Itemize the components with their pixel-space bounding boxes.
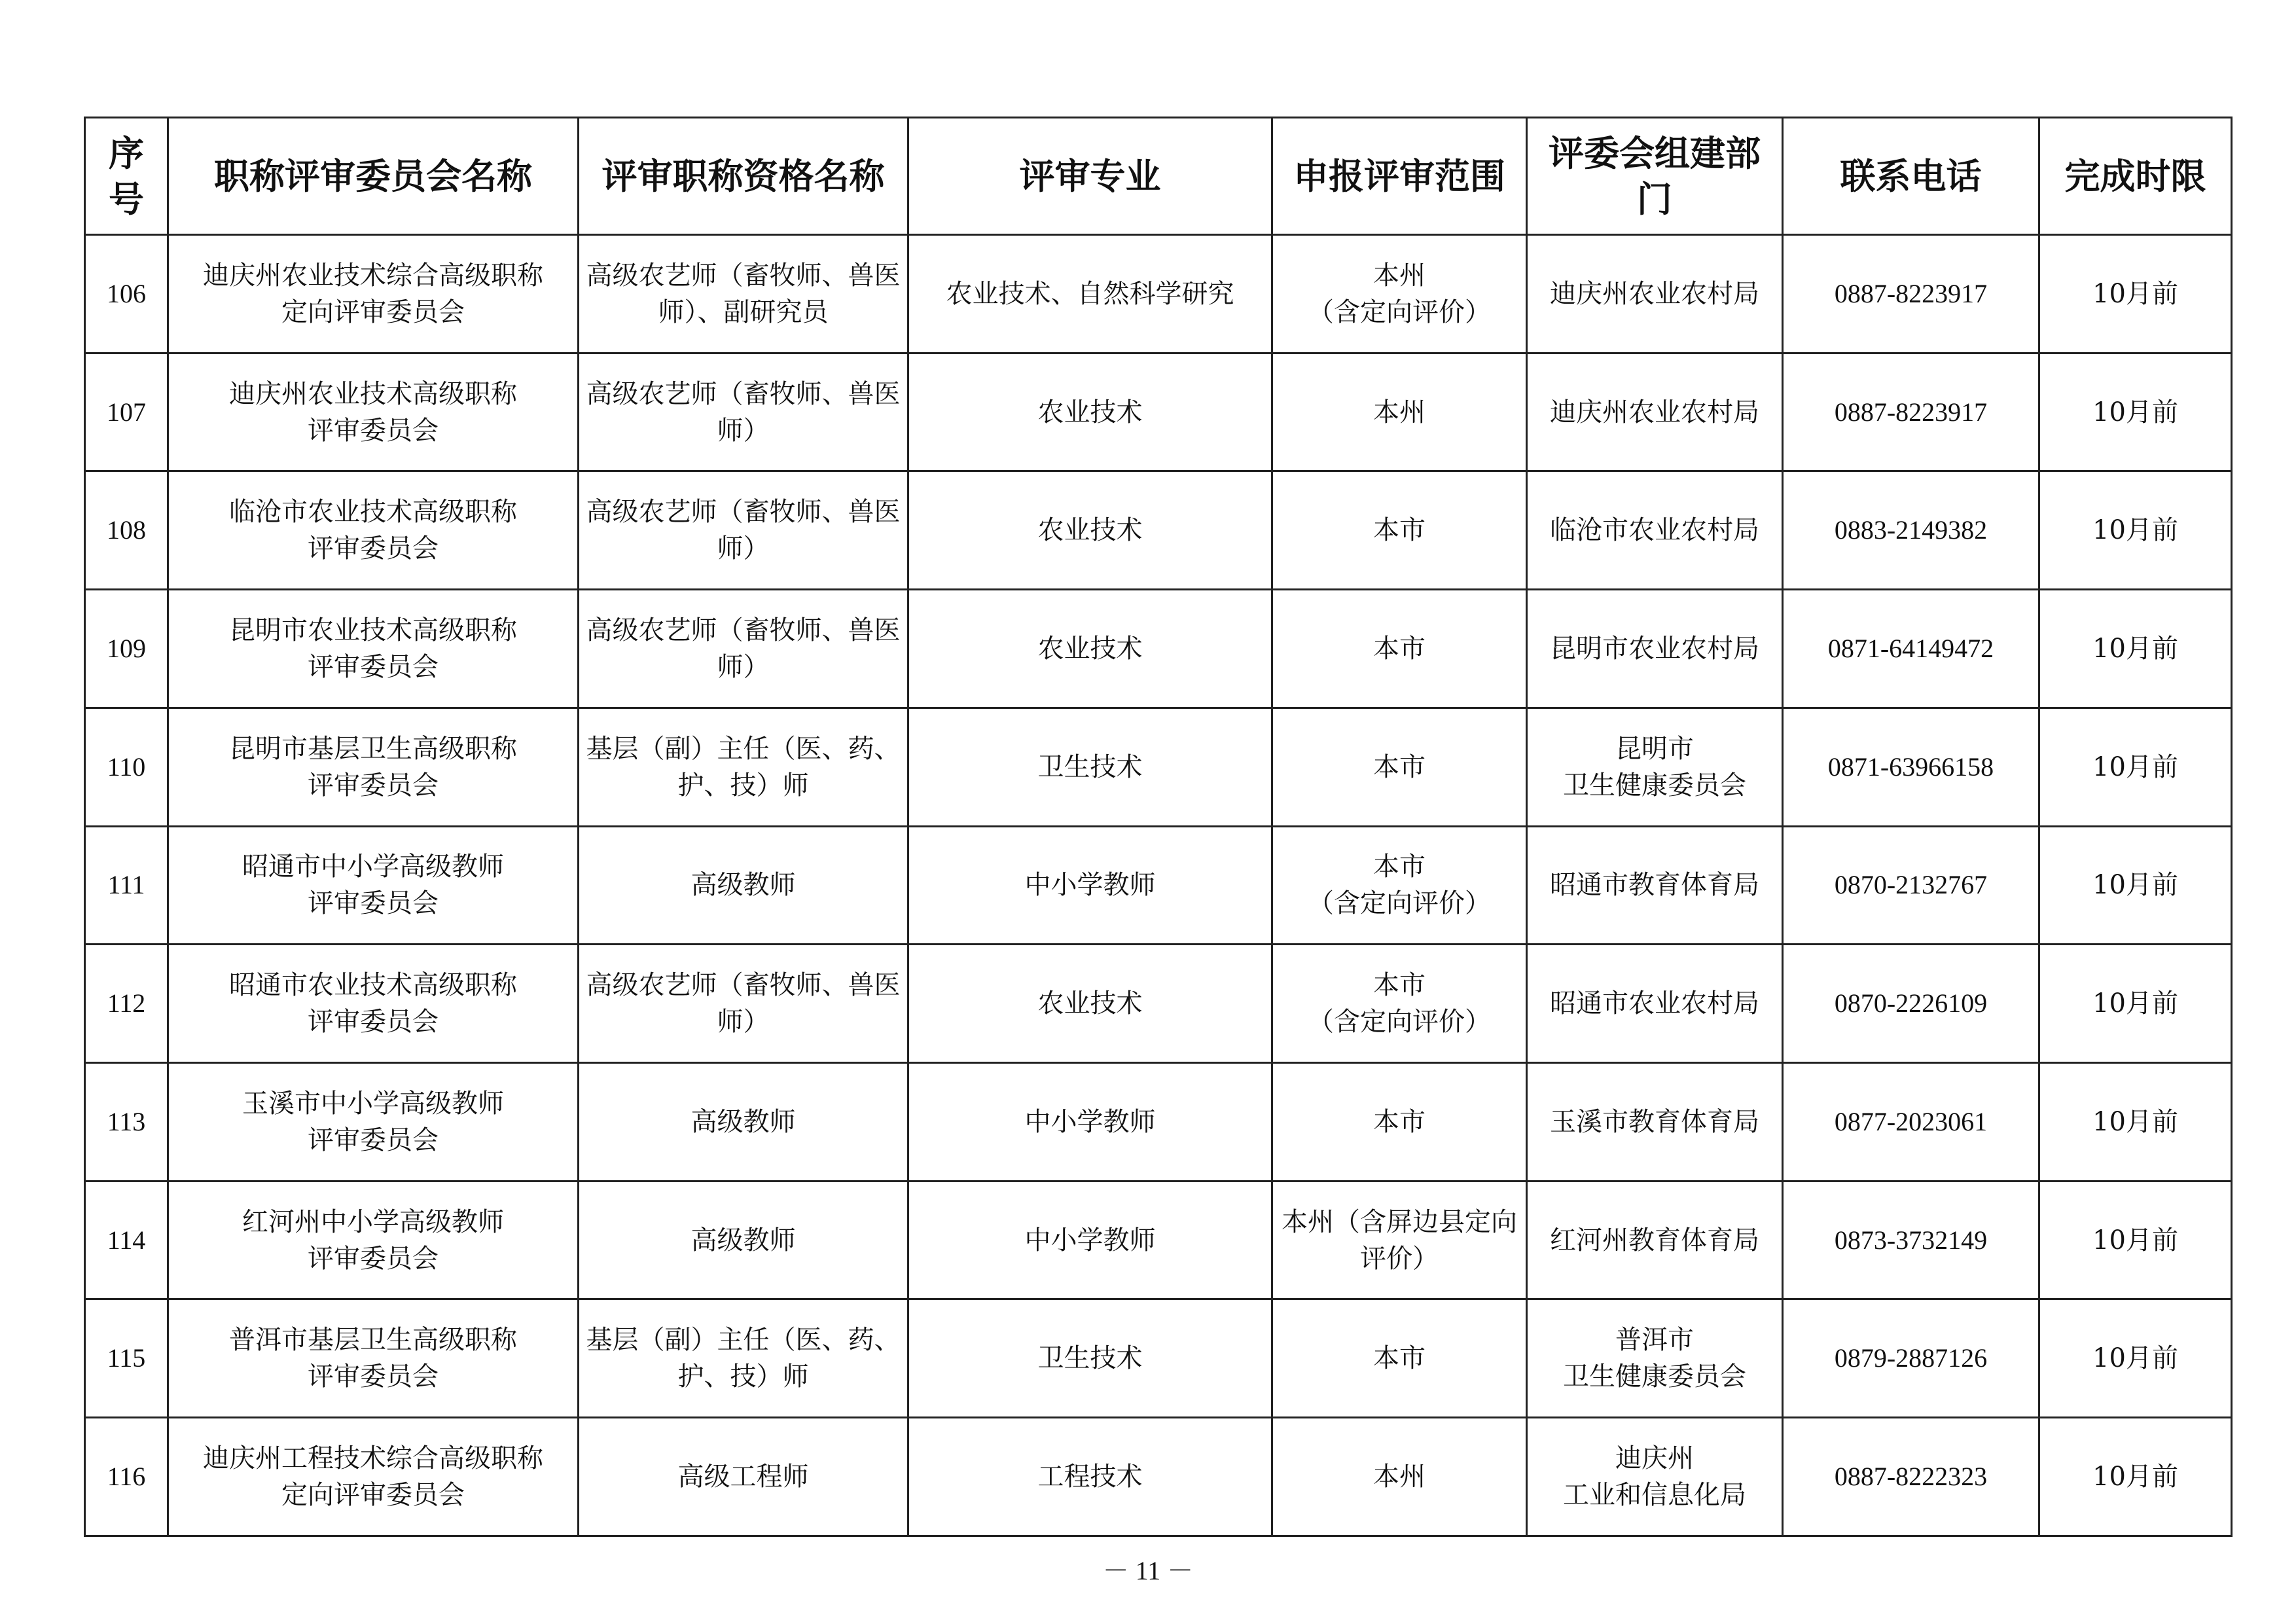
cell-seq: 116 [85,1418,168,1536]
cell-qualification: 高级教师 [579,826,908,945]
cell-committee: 昭通市农业技术高级职称 评审委员会 [168,945,579,1063]
header-seq: 序号 [85,118,168,235]
cell-scope: 本市 （含定向评价） [1272,945,1527,1063]
cell-department: 玉溪市教育体育局 [1527,1063,1783,1182]
cell-committee: 红河州中小学高级教师 评审委员会 [168,1181,579,1299]
cell-qualification: 高级教师 [579,1181,908,1299]
header-specialty: 评审专业 [908,118,1272,235]
cell-specialty: 农业技术 [908,471,1272,590]
cell-scope: 本州 [1272,1418,1527,1536]
cell-deadline: 10月前 [2039,590,2232,708]
cell-specialty: 农业技术 [908,590,1272,708]
cell-specialty: 工程技术 [908,1418,1272,1536]
cell-seq: 106 [85,235,168,353]
cell-specialty: 卫生技术 [908,1299,1272,1418]
cell-phone: 0873-3732149 [1783,1181,2039,1299]
table-row [85,1181,2232,1299]
table-row [85,826,2232,945]
cell-specialty: 中小学教师 [908,826,1272,945]
cell-specialty: 中小学教师 [908,1063,1272,1182]
cell-committee: 昭通市中小学高级教师 评审委员会 [168,826,579,945]
cell-phone: 0887-8223917 [1783,353,2039,471]
cell-deadline: 10月前 [2039,1299,2232,1418]
cell-seq: 115 [85,1299,168,1418]
cell-specialty: 农业技术 [908,353,1272,471]
cell-phone: 0871-64149472 [1783,590,2039,708]
page-number: － 11 － [1102,1556,1194,1585]
cell-phone: 0887-8223917 [1783,235,2039,353]
cell-specialty: 中小学教师 [908,1181,1272,1299]
cell-committee: 昆明市基层卫生高级职称 评审委员会 [168,708,579,826]
cell-committee: 玉溪市中小学高级教师 评审委员会 [168,1063,579,1182]
cell-department: 普洱市 卫生健康委员会 [1527,1299,1783,1418]
cell-deadline: 10月前 [2039,708,2232,826]
cell-department: 昭通市农业农村局 [1527,945,1783,1063]
table-row [85,353,2232,471]
cell-scope: 本市 [1272,1299,1527,1418]
cell-department: 红河州教育体育局 [1527,1181,1783,1299]
cell-seq: 112 [85,945,168,1063]
cell-committee: 迪庆州工程技术综合高级职称 定向评审委员会 [168,1418,579,1536]
table-header-row [85,118,2232,235]
cell-qualification: 高级农艺师（畜牧师、兽医师） [579,590,908,708]
cell-phone: 0870-2132767 [1783,826,2039,945]
cell-committee: 临沧市农业技术高级职称 评审委员会 [168,471,579,590]
cell-seq: 109 [85,590,168,708]
header-phone: 联系电话 [1783,118,2039,235]
table-row [85,1418,2232,1536]
cell-specialty: 卫生技术 [908,708,1272,826]
cell-qualification: 高级农艺师（畜牧师、兽医师）、副研究员 [579,235,908,353]
cell-seq: 107 [85,353,168,471]
cell-committee: 迪庆州农业技术综合高级职称 定向评审委员会 [168,235,579,353]
cell-scope: 本市 [1272,590,1527,708]
table-row [85,590,2232,708]
cell-seq: 113 [85,1063,168,1182]
cell-committee: 昆明市农业技术高级职称 评审委员会 [168,590,579,708]
cell-department: 迪庆州 工业和信息化局 [1527,1418,1783,1536]
header-committee: 职称评审委员会名称 [168,118,579,235]
cell-phone: 0877-2023061 [1783,1063,2039,1182]
header-qualification: 评审职称资格名称 [579,118,908,235]
cell-deadline: 10月前 [2039,471,2232,590]
cell-phone: 0870-2226109 [1783,945,2039,1063]
table-row [85,1299,2232,1418]
cell-scope: 本州 （含定向评价） [1272,235,1527,353]
cell-department: 昆明市农业农村局 [1527,590,1783,708]
cell-department: 昭通市教育体育局 [1527,826,1783,945]
cell-qualification: 基层（副）主任（医、药、护、技）师 [579,1299,908,1418]
cell-specialty: 农业技术、自然科学研究 [908,235,1272,353]
cell-qualification: 高级农艺师（畜牧师、兽医师） [579,353,908,471]
cell-department: 昆明市 卫生健康委员会 [1527,708,1783,826]
header-scope: 申报评审范围 [1272,118,1527,235]
cell-deadline: 10月前 [2039,1181,2232,1299]
cell-deadline: 10月前 [2039,945,2232,1063]
table-row [85,1063,2232,1182]
cell-committee: 迪庆州农业技术高级职称 评审委员会 [168,353,579,471]
cell-phone: 0887-8222323 [1783,1418,2039,1536]
cell-qualification: 高级农艺师（畜牧师、兽医师） [579,945,908,1063]
cell-deadline: 10月前 [2039,826,2232,945]
table-row [85,708,2232,826]
cell-seq: 108 [85,471,168,590]
cell-phone: 0879-2887126 [1783,1299,2039,1418]
cell-deadline: 10月前 [2039,353,2232,471]
cell-committee: 普洱市基层卫生高级职称 评审委员会 [168,1299,579,1418]
table-row [85,471,2232,590]
cell-seq: 110 [85,708,168,826]
cell-scope: 本市 （含定向评价） [1272,826,1527,945]
cell-scope: 本市 [1272,471,1527,590]
cell-phone: 0871-63966158 [1783,708,2039,826]
cell-deadline: 10月前 [2039,235,2232,353]
evaluation-committee-table [84,117,2233,1537]
cell-department: 临沧市农业农村局 [1527,471,1783,590]
cell-qualification: 高级农艺师（畜牧师、兽医师） [579,471,908,590]
cell-deadline: 10月前 [2039,1063,2232,1182]
cell-seq: 114 [85,1181,168,1299]
cell-scope: 本市 [1272,708,1527,826]
cell-department: 迪庆州农业农村局 [1527,353,1783,471]
header-deadline: 完成时限 [2039,118,2232,235]
cell-seq: 111 [85,826,168,945]
cell-department: 迪庆州农业农村局 [1527,235,1783,353]
cell-qualification: 基层（副）主任（医、药、护、技）师 [579,708,908,826]
cell-scope: 本州（含屏边县定向评价） [1272,1181,1527,1299]
cell-scope: 本市 [1272,1063,1527,1182]
table-row [85,945,2232,1063]
cell-specialty: 农业技术 [908,945,1272,1063]
table-row [85,235,2232,353]
header-department: 评委会组建部门 [1527,118,1783,235]
cell-scope: 本州 [1272,353,1527,471]
cell-deadline: 10月前 [2039,1418,2232,1536]
cell-qualification: 高级工程师 [579,1418,908,1536]
cell-qualification: 高级教师 [579,1063,908,1182]
cell-phone: 0883-2149382 [1783,471,2039,590]
